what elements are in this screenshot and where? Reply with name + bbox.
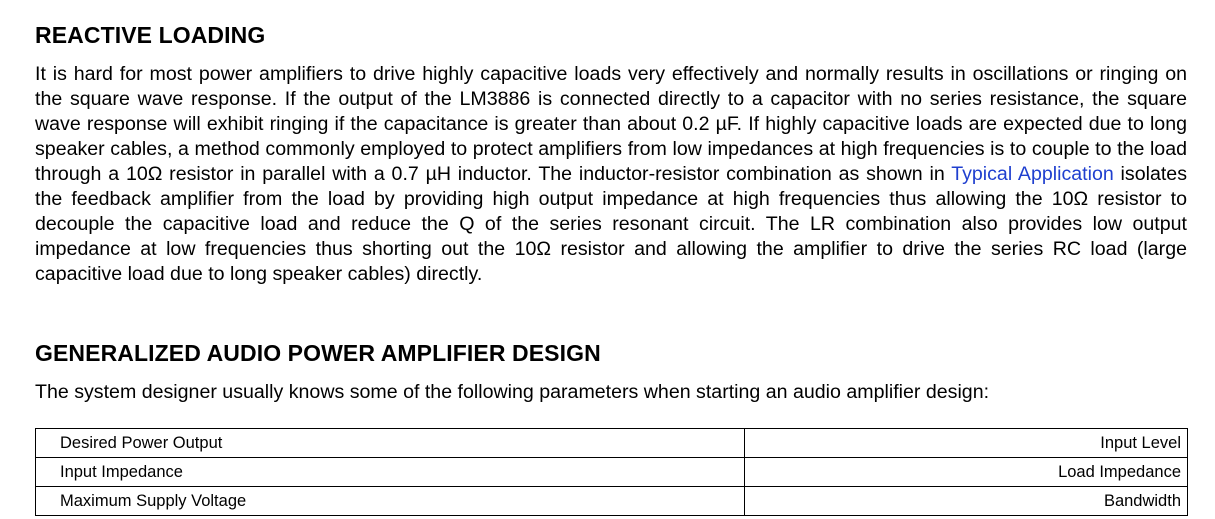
table-row: [36, 429, 1188, 458]
paragraph-text-after-link: isolates the feedback amplifier from the load by providing high output impedance at high frequencies thus allowing the 10Ω resistor to decouple the capacitive load and reduce the Q of the series resonant circuit. The LR combination also provides low output impedance at low frequencies thus shorting out the 10Ω resistor and allowing the amplifier to drive the series RC load (large capacitive load due to long speaker cables) directly.: [35, 163, 1187, 285]
table-cell: Desired Power Output: [36, 429, 745, 458]
typical-application-link[interactable]: Typical Application: [951, 163, 1114, 185]
table-row: [36, 487, 1188, 516]
table-cell: Input Impedance: [36, 458, 745, 487]
section-heading-reactive-loading: REACTIVE LOADING: [35, 22, 266, 48]
section-heading-generalized-design: GENERALIZED AUDIO POWER AMPLIFIER DESIGN: [35, 340, 601, 366]
design-parameters-table: [35, 428, 1188, 516]
reactive-loading-paragraph: [35, 62, 1187, 287]
table-cell: Bandwidth: [744, 487, 1187, 516]
table-row: [36, 458, 1188, 487]
table-cell: Input Level: [744, 429, 1187, 458]
table-cell: Maximum Supply Voltage: [36, 487, 745, 516]
design-intro-paragraph: The system designer usually knows some of the following parameters when starting an audio amplifier design:: [35, 381, 990, 403]
table-cell: Load Impedance: [744, 458, 1187, 487]
paragraph-text-before-link: It is hard for most power amplifiers to drive highly capacitive loads very effectively and normally results in oscillations or ringing on the square wave response. If the output of the LM3886 is connected directly to a capacitor with no series resistance, the square wave response will exhibit ringing if the capacitance is greater than about 0.2 µF. If highly capacitive loads are expected due to long speaker cables, a method commonly employed to protect amplifiers from low impedances at high frequencies is to couple to the load through a 10Ω resistor in parallel with a 0.7 µH inductor. The inductor-resistor combination as shown in: [35, 63, 1187, 185]
